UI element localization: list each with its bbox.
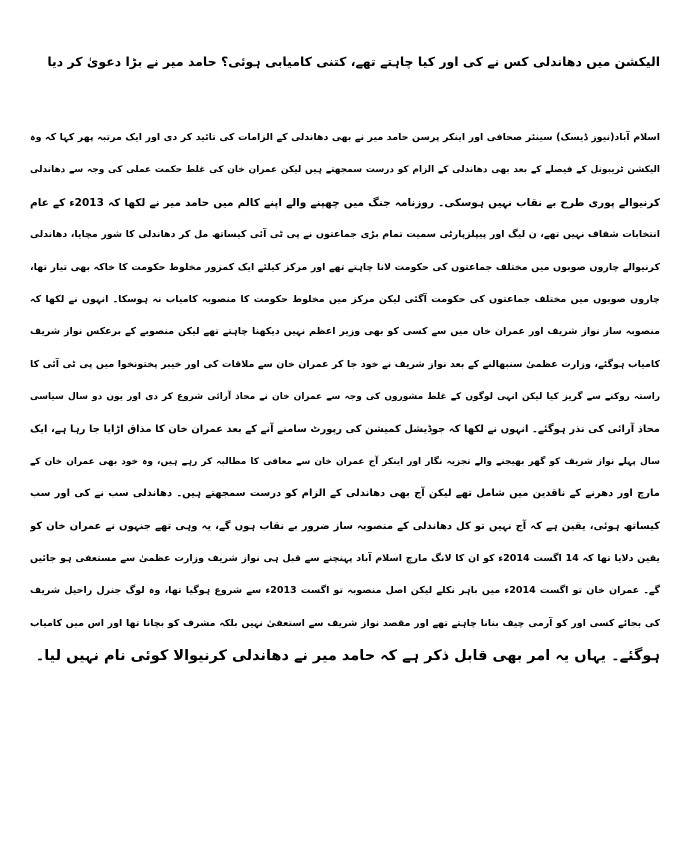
article-headline: الیکشن میں دھاندلی کس نے کی اور کیا چاہتے تھے، کتنی کامیابی ہوئی؟ حامد میر نے بڑا دعویٰ کر دیا [47,54,660,69]
body-line: کرنیوالے چاروں صوبوں میں مختلف جماعتوں کی حکومت لانا چاہتے تھے اور مرکز کیلئے ایک کمزور مخلوط حکومت کا خاکہ بھی تیار تھا، [30,261,660,273]
body-line: کی بجائے کسی اور کو آرمی چیف بنانا چاہتے تھے اور مقصد نواز شریف سے استعفیٰ نہیں بلکہ مشرف کو بچانا تھا اور اس میں کامیاب [30,617,660,629]
body-line: مارچ اور دھرنے کے ناقدین میں شامل تھے لیکن آج بھی دھاندلی کے الزام کو درست سمجھتے ہیں۔ دھاندلی سب نے کی اور سب [30,488,660,500]
body-line: کیساتھ ہوئی، یقین ہے کہ آج نہیں تو کل دھاندلی کے منصوبہ ساز ضرور بے نقاب ہوں گے، یہ وہی تھے جنہوں نے عمران خان کو [30,520,660,532]
body-line: یقین دلایا تھا کہ 14 اگست 2014ء کو ان کا لانگ مارچ اسلام آباد پہنچنے سے قبل ہی نواز شریف وزارت عظمیٰ سے مستعفی ہو جائیں [30,553,660,565]
body-line: انتخابات شفاف نہیں تھے، ن لیگ اور پیپلزپارٹی سمیت تمام بڑی جماعتوں نے پی ٹی آئی کیساتھ مل کر دھاندلی کا شور مچایا، دھاندلی [30,229,660,241]
body-line: الیکشن ٹریبونل کے فیصلے کے بعد بھی دھاندلی کے الزام کو درست سمجھتے ہیں لیکن عمران خان کی غلط حکمت عملی کی وجہ سے دھاندلی [30,165,660,176]
body-line: راستہ روکنے سے گریز کیا لیکن انہی لوگوں کے غلط مشوروں کی وجہ سے عمران خان نے محاذ آرائی شروع کر دی اور یوں دو سال سیاسی [30,392,660,403]
body-line: ہوگئے۔ یہاں یہ امر بھی قابل ذکر ہے کہ حامد میر نے دھاندلی کرنیوالا کوئی نام نہیں لیا۔ [35,648,660,665]
body-line: اسلام آباد(نیوز ڈیسک) سینئر صحافی اور اینکر پرسن حامد میر نے بھی دھاندلی کے الزامات کی تائید کر دی اور ایک مرتبہ پھر کہا کہ وہ [30,132,660,143]
body-line: کرنیوالے پوری طرح بے نقاب نہیں ہوسکی۔ روزنامہ جنگ میں چھپنے والے اپنے کالم میں حامد میر نے لکھا کہ 2013ء کے عام [30,196,660,209]
article-body [30,122,660,673]
body-line: چاروں صوبوں میں مختلف جماعتوں کی حکومت آگئی لیکن مرکز میں مخلوط حکومت کا منصوبہ کامیاب نہ ہوسکا۔ انہوں نے لکھا کہ [30,293,660,305]
body-line: منصوبہ ساز نواز شریف اور عمران خان میں سے کسی کو بھی وزیر اعظم نہیں دیکھنا چاہتے تھے لیکن منصوبے کے برعکس نواز شریف [30,326,660,338]
body-line: سال پہلے نواز شریف کو گھر بھیجنے والے تجزیہ نگار اور اینکر آج عمران خان سے معافی کا مطالبہ کر رہے ہیں، وہ خود بھی عمران خان کے [30,456,660,467]
body-line: گے۔ عمران خان تو اگست 2014ء میں باہر نکلے لیکن اصل منصوبہ تو اگست 2013ء سے شروع ہوگیا تھا، وہ لوگ جنرل راحیل شریف [30,585,660,597]
body-line: کامیاب ہوگئے، وزارت عظمیٰ سنبھالنے کے بعد نواز شریف نے خود جا کر عمران خان سے ملاقات کی اور خیبر پختونخوا میں پی ٹی آئی کا [30,358,660,370]
body-line: محاذ آرائی کی نذر ہوگئے۔ انہوں نے لکھا کہ جوڈیشل کمیشن کی رپورٹ سامنے آنے کے بعد عمران خان کا مذاق اڑایا جا رہا ہے، ایک [30,423,660,435]
